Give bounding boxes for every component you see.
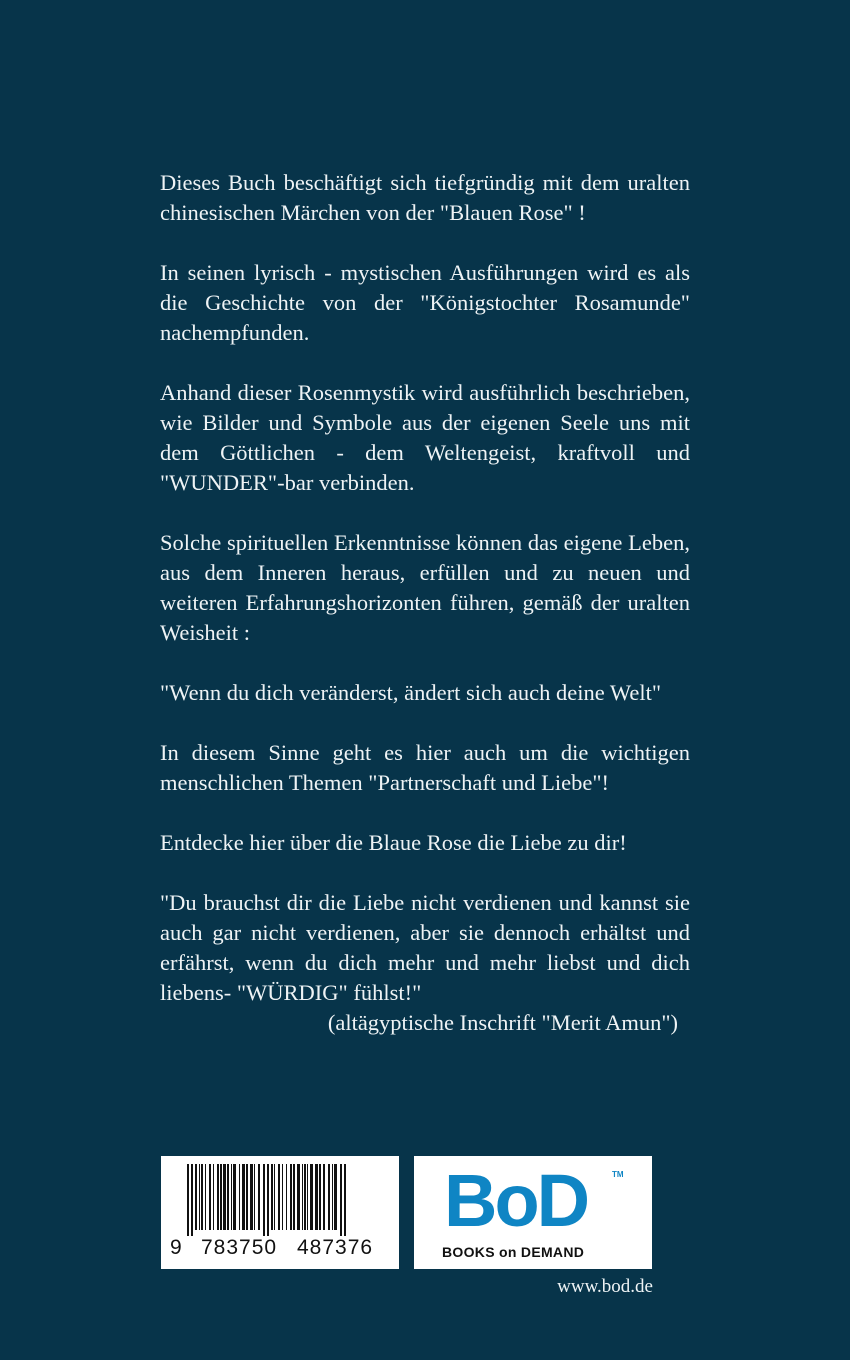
isbn-barcode	[161, 1156, 399, 1269]
blurb-paragraph-3: Anhand dieser Rosenmystik wird ausführlich beschrieben, wie Bilder und Symbole aus der eigenen Seele uns mit dem Göttlichen - dem Weltengeist, kraftvoll und "WUNDER"-bar verbinden.	[160, 380, 690, 495]
blurb-paragraph-7: Entdecke hier über die Blaue Rose die Liebe zu dir!	[160, 830, 627, 855]
blurb-paragraph-5: "Wenn du dich veränderst, ändert sich auch deine Welt"	[160, 680, 662, 705]
blurb-paragraph-4: Solche spirituellen Erkenntnisse können das eigene Leben, aus dem Inneren heraus, erfüllen und zu neuen und weiteren Erfahrungshorizonten führen, gemäß der uralten Weisheit :	[160, 530, 690, 645]
barcode-digit-prefix: 9	[170, 1236, 183, 1259]
quote-attribution: (altägyptische Inschrift "Merit Amun")	[327, 1010, 678, 1035]
publisher-logo	[414, 1156, 652, 1269]
blurb-paragraph-6: In diesem Sinne geht es hier auch um die wichtigen menschlichen Themen "Partnerschaft und Liebe"!	[160, 740, 690, 795]
barcode-digits	[161, 1236, 399, 1262]
barcode-digits-right: 487376	[297, 1236, 374, 1259]
blurb-paragraph-1: Dieses Buch beschäftigt sich tiefgründig mit dem uralten chinesischen Märchen von der "Blauen Rose" !	[160, 170, 690, 225]
back-cover-blurb	[160, 168, 690, 1038]
publisher-url: www.bod.de	[557, 1276, 653, 1297]
blurb-paragraph-2: In seinen lyrisch - mystischen Ausführungen wird es als die Geschichte von der "Königstochter Rosamunde" nachempfunden.	[160, 260, 690, 345]
bod-logo-text: BoD	[444, 1159, 588, 1242]
barcode-bars-icon	[187, 1164, 373, 1236]
blurb-quote: "Du brauchst dir die Liebe nicht verdienen und kannst sie auch gar nicht verdienen, aber sie dennoch erhältst und erfährst, wenn du dich mehr und mehr liebst und dich liebens- "WÜRDIG" fühlst!"	[160, 890, 690, 1005]
trademark-mark: TM	[612, 1170, 624, 1179]
publisher-tagline: BOOKS on DEMAND	[442, 1244, 585, 1260]
barcode-digits-left: 783750	[201, 1236, 278, 1259]
